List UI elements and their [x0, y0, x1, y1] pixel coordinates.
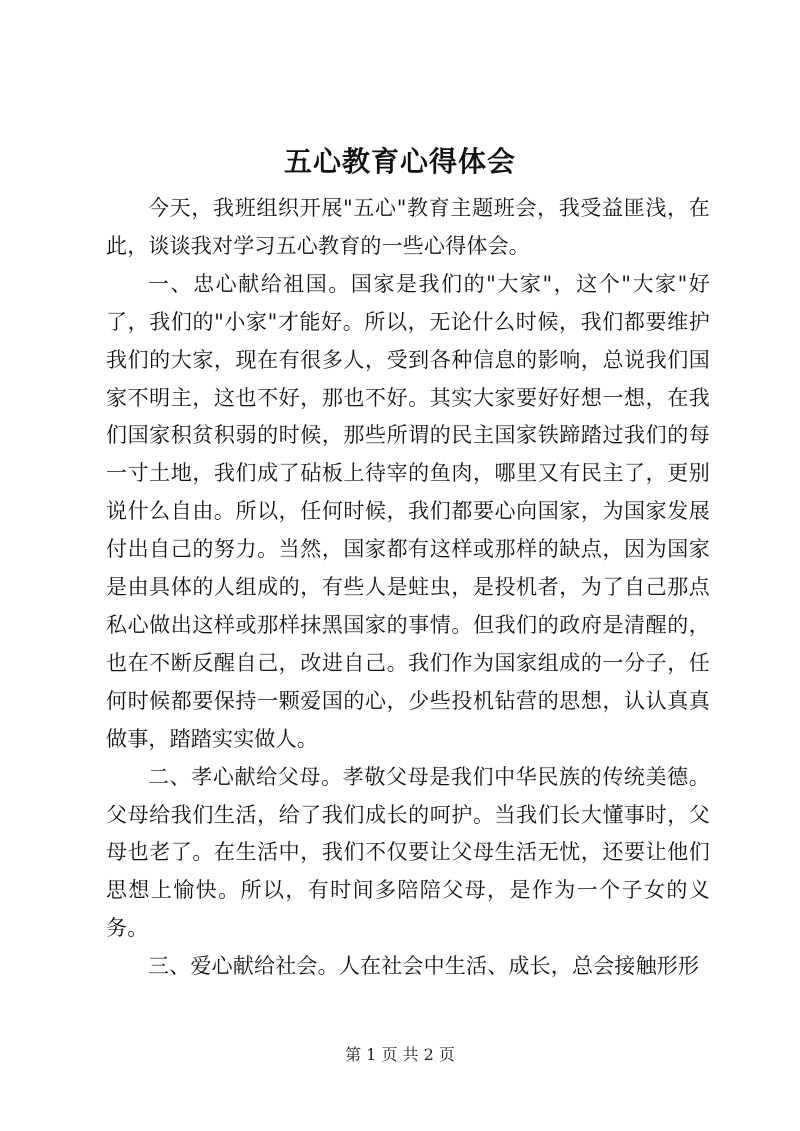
page-footer: 第 1 页 共 2 页	[345, 1045, 455, 1064]
document-body	[106, 190, 710, 986]
paragraph-society: 三、爱心献给社会。人在社会中生活、成长，总会接触形形	[148, 954, 700, 979]
paragraph-loyalty: 一、忠心献给祖国。国家是我们的"大家"，这个"大家"好了，我们的"小家"才能好。所以，无论什么时候，我们都要维护我们的大家，现在有很多人，受到各种信息的影响，总说我们国家不明主，这也不好，那也不好。其实大家要好好想一想，在我们国家积贫积弱的时候，那些所谓的民主国家铁蹄踏过我们的每一寸土地，我们成了砧板上待宰的鱼肉，哪里又有民主了，更别说什么自由。所以，任何时候，我们都要心向国家，为国家发展付出自己的努力。当然，国家都有这样或那样的缺点，因为国家是由具体的人组成的，有些人是蛀虫，是投机者，为了自己那点私心做出这样或那样抹黑国家的事情。但我们的政府是清醒的，也在不断反醒自己，改进自己。我们作为国家组成的一分子，任何时候都要保持一颗爱国的心，少些投机钻营的思想，认认真真做事，踏踏实实做人。	[106, 271, 710, 751]
paragraph-filial-piety: 二、孝心献给父母。孝敬父母是我们中华民族的传统美德。父母给我们生活，给了我们成长的呵护。当我们长大懂事时，父母也老了。在生活中，我们不仅要让父母生活无忧，还要让他们思想上愉快。所以，有时间多陪陪父母，是作为一个子女的义务。	[106, 764, 710, 941]
paragraph-intro: 今天，我班组织开展"五心"教育主题班会，我受益匪浅，在此，谈谈我对学习五心教育的一些心得体会。	[106, 196, 710, 258]
document-title: 五心教育心得体会	[283, 145, 516, 178]
